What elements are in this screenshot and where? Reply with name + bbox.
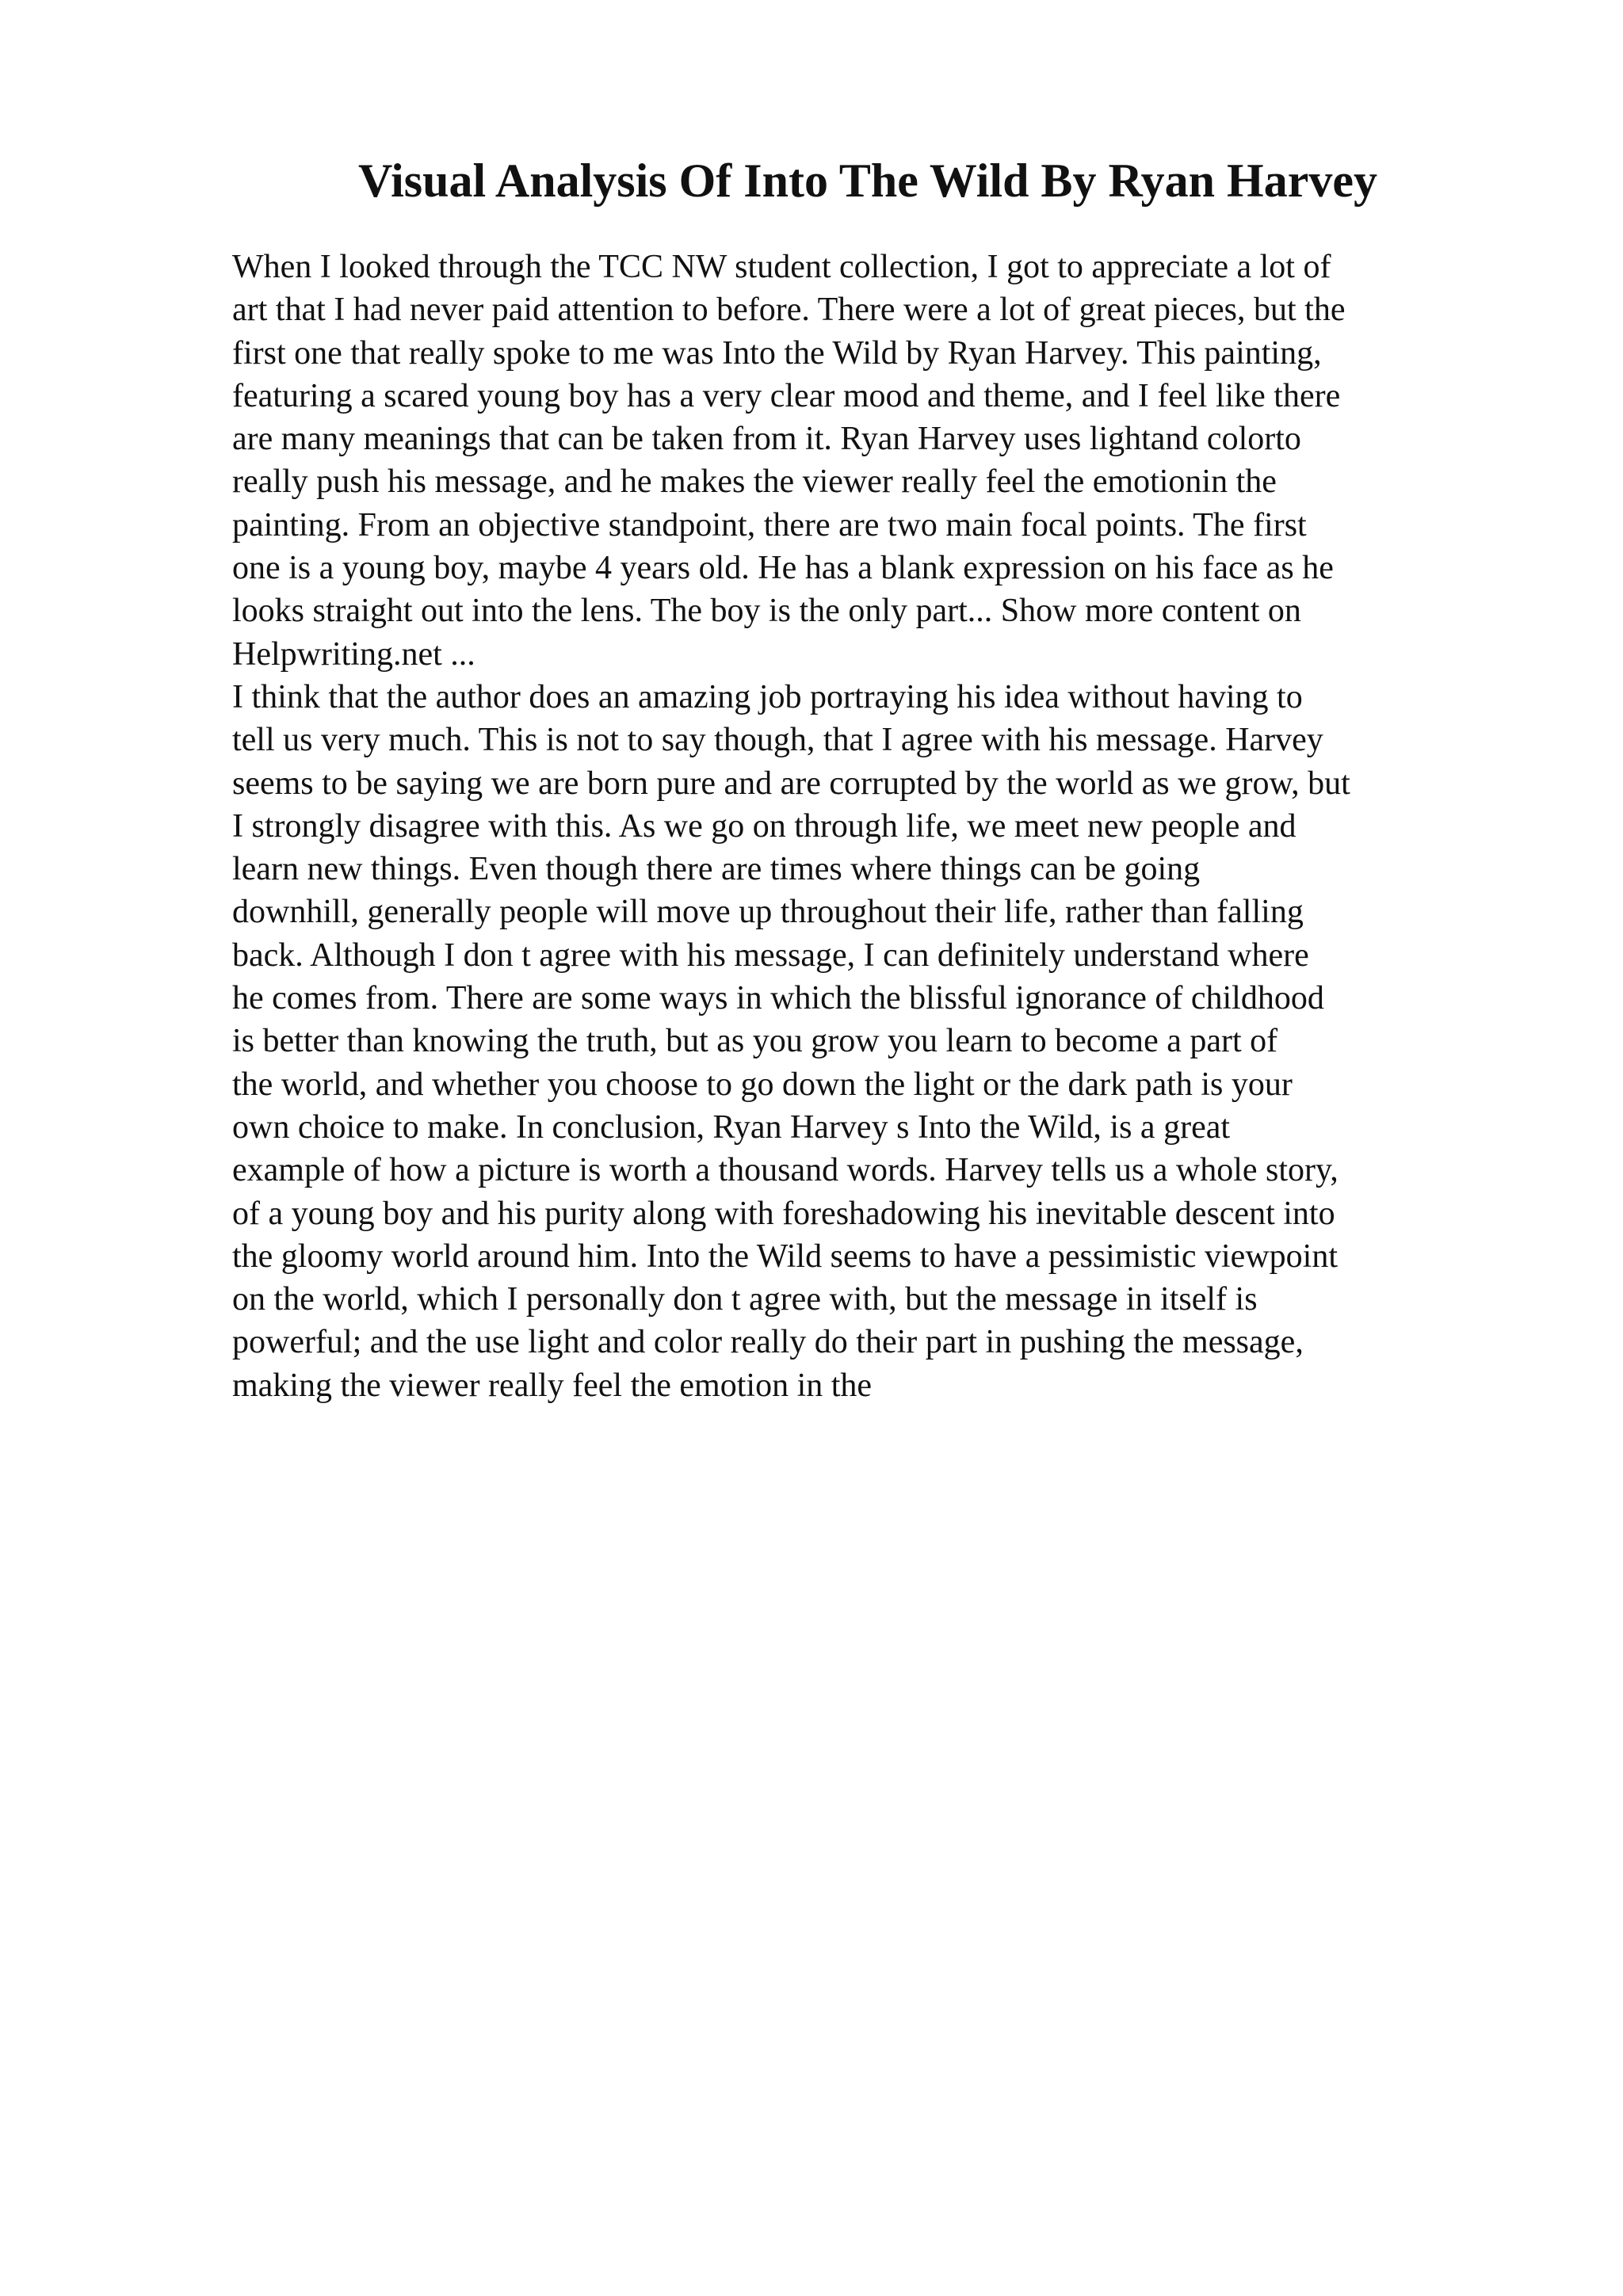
document-title: Visual Analysis Of Into The Wild By Ryan Harvey bbox=[358, 154, 1377, 207]
text-line: really push his message, and he makes the viewer really feel the emotionin the bbox=[232, 463, 1277, 501]
text-line: making the viewer really feel the emotion in the bbox=[232, 1367, 873, 1404]
text-line: Helpwriting.net ... bbox=[232, 635, 475, 673]
text-line: featuring a scared young boy has a very clear mood and theme, and I feel like there bbox=[232, 377, 1341, 414]
text-line: seems to be saying we are born pure and are corrupted by the world as we grow, but bbox=[232, 765, 1350, 802]
text-line: art that I had never paid attention to before. There were a lot of great pieces, but the bbox=[232, 292, 1346, 329]
text-line: downhill, generally people will move up throughout their life, rather than falling bbox=[232, 894, 1304, 931]
text-line: is better than knowing the truth, but as you grow you learn to become a part of bbox=[232, 1023, 1278, 1060]
text-line: he comes from. There are some ways in which the blissful ignorance of childhood bbox=[232, 980, 1324, 1017]
text-line: When I looked through the TCC NW student collection, I got to appreciate a lot of bbox=[232, 249, 1331, 285]
text-line: of a young boy and his purity along with foreshadowing his inevitable descent into bbox=[232, 1195, 1335, 1232]
text-line: the gloomy world around him. Into the Wild seems to have a pessimistic viewpoint bbox=[232, 1238, 1338, 1275]
text-line: on the world, which I personally don t agree with, but the message in itself is bbox=[232, 1281, 1258, 1318]
text-line: first one that really spoke to me was Into the Wild by Ryan Harvey. This painting, bbox=[232, 334, 1322, 372]
text-line: own choice to make. In conclusion, Ryan Harvey s Into the Wild, is a great bbox=[232, 1108, 1231, 1146]
text-line: looks straight out into the lens. The boy is the only part... Show more content on bbox=[232, 593, 1301, 630]
text-line: powerful; and the use light and color really do their part in pushing the message, bbox=[232, 1324, 1304, 1361]
text-line: I strongly disagree with this. As we go on through life, we meet new people and bbox=[232, 807, 1296, 845]
body-text bbox=[232, 246, 1500, 1407]
text-line: example of how a picture is worth a thousand words. Harvey tells us a whole story, bbox=[232, 1152, 1338, 1189]
text-line: painting. From an objective standpoint, there are two main focal points. The first bbox=[232, 506, 1307, 543]
text-line: one is a young boy, maybe 4 years old. He has a blank expression on his face as he bbox=[232, 550, 1334, 587]
text-line: learn new things. Even though there are times where things can be going bbox=[232, 851, 1201, 888]
text-line: tell us very much. This is not to say though, that I agree with his message. Harvey bbox=[232, 722, 1323, 759]
text-line: the world, and whether you choose to go down the light or the dark path is your bbox=[232, 1066, 1293, 1103]
text-line: back. Although I don t agree with his message, I can definitely understand where bbox=[232, 936, 1309, 974]
text-line: are many meanings that can be taken from it. Ryan Harvey uses lightand colorto bbox=[232, 421, 1301, 458]
text-line: I think that the author does an amazing job portraying his idea without having to bbox=[232, 678, 1303, 715]
